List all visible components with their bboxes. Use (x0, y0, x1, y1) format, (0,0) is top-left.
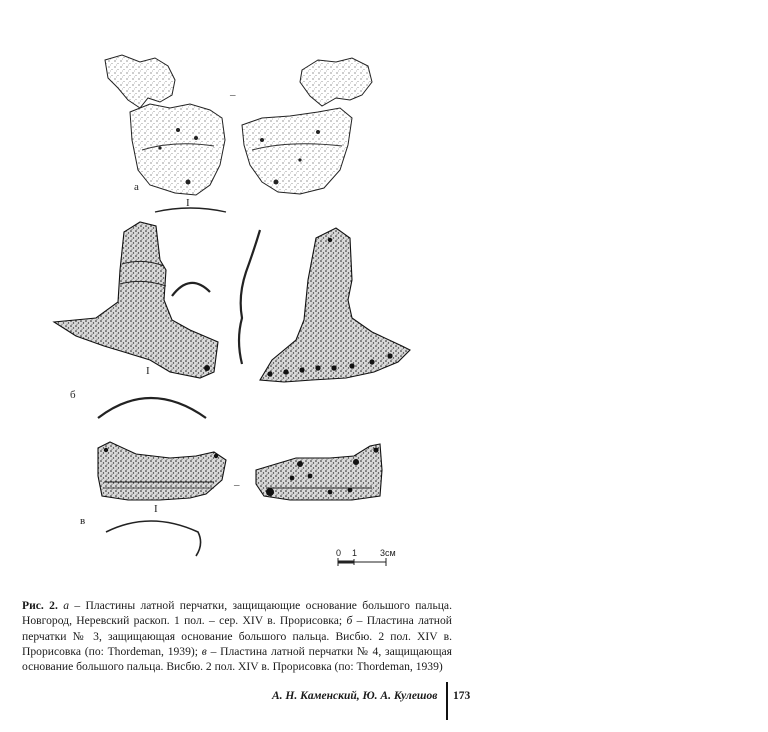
plate-v-right (256, 444, 382, 500)
label-b: б (70, 389, 76, 401)
section-v (106, 521, 201, 556)
plate-a-left (105, 55, 225, 195)
running-footer-authors: А. Н. Каменский, Ю. А. Кулешов (272, 690, 438, 702)
tick-v: I (154, 503, 158, 515)
tick-b: I (146, 365, 150, 377)
section-a (155, 208, 226, 212)
plate-v-left (98, 442, 226, 500)
figure-caption (22, 598, 452, 674)
footer-divider (446, 682, 448, 720)
caption-text-b: – Пластина латной перчатки № 3, защищающая основание большого пальца. Висбю. 2 пол. XIV в. Прорисовка (по: Thordeman, 1939); (22, 614, 452, 658)
dash-a: – (230, 89, 236, 101)
scale-label-0: 0 (336, 548, 342, 558)
caption-text-a: – Пластины латной перчатки, защищающие основание большого пальца. Новгород, Неревский раскоп. 1 пол. – сер. XIV в. Прорисовка; (22, 599, 452, 628)
profile-b (239, 230, 260, 364)
scale-label-1: 1 (352, 548, 358, 558)
caption-letter-v: в (201, 644, 207, 658)
scale-label-3cm: 3см (380, 548, 396, 558)
tick-a: I (186, 197, 190, 209)
section-b-small (172, 283, 210, 296)
label-v: в (80, 515, 86, 527)
caption-prefix: Рис. 2. (22, 599, 58, 612)
dash-v: – (234, 479, 240, 491)
plate-a-right (242, 58, 372, 194)
page-number: 173 (453, 690, 471, 702)
plate-b-left (54, 222, 218, 378)
caption-letter-a: а (63, 599, 69, 612)
plate-b-right (260, 228, 410, 382)
label-a: а (134, 181, 139, 193)
caption-text-v: – Пластина латной перчатки № 4, защищающая основание большого пальца. Висбю. 2 пол. XIV в. Прорисовка (по: Thordeman, 1939) (22, 644, 452, 674)
scale-bar (336, 548, 396, 566)
caption-letter-b: б (346, 614, 353, 628)
section-b-large (98, 398, 206, 418)
